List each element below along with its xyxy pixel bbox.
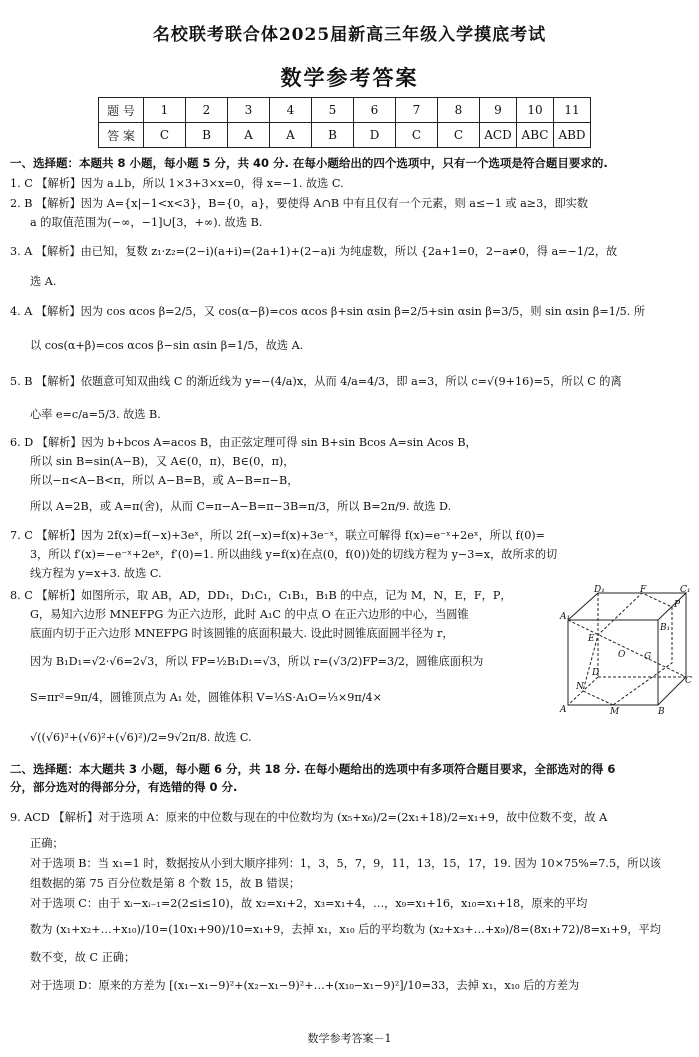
solution-q2-cont: a 的取值范围为(−∞，−1]∪[3，+∞). 故选 B. (30, 216, 263, 229)
page-footer: 数学参考答案－1 (307, 1032, 392, 1045)
solution-q9-line3: 对于选项 B：当 x₁=1 时，数据按从小到大顺序排列：1，3，5，7，9，11，13，15，17，19. 因为 10×75%=7.5，所以该 (30, 857, 661, 870)
table-cell: C (438, 123, 480, 148)
vertex-label: E (588, 634, 595, 644)
row-label: 答 案 (99, 123, 144, 148)
vertex-label: F (640, 585, 647, 595)
table-cell: D (354, 123, 396, 148)
solution-q7-line3: 线方程为 y=x+3. 故选 C. (30, 567, 162, 580)
table-cell: C (396, 123, 438, 148)
table-cell: 2 (186, 98, 228, 123)
vertex-label: D (592, 668, 600, 678)
vertex-label: G (644, 652, 652, 662)
table-cell: 7 (396, 98, 438, 123)
solution-q9: 9. ACD 【解析】对于选项 A：原来的中位数与现在的中位数均为 (x₅+x₆)/2=(2x₁+18)/2=x₁+9，故中位数不变，故 A (10, 811, 608, 824)
answer-subtitle: 数学参考答案 (280, 65, 419, 90)
solution-q8-line5: S=πr²=9π/4，圆锥顶点为 A₁ 处，圆锥体积 V=⅓S·A₁O=⅓×9π/4× (30, 691, 383, 704)
solution-q9-line4: 组数据的第 75 百分位数是第 8 个数 15，故 B 错误； (30, 877, 301, 890)
section-heading-2-cont: 分，部分选对的得部分分，有选错的得 0 分. (10, 780, 238, 794)
vertex-label: B (658, 707, 665, 715)
solution-q7-line2: 3，所以 f′(x)=−e⁻ˣ+2eˣ，f′(0)=1. 所以曲线 y=f(x)在点(0，f(0))处的切线方程为 y−3=x，故所求的切 (30, 548, 558, 561)
table-cell: C (144, 123, 186, 148)
solution-q6-line2: 所以 sin B=sin(A−B)，又 A∈(0，π)，B∈(0，π)， (30, 455, 295, 468)
table-cell: A (228, 123, 270, 148)
table-cell: 3 (228, 98, 270, 123)
solution-q9-line8: 对于选项 D：原来的方差为 [(x₁−x₁−9)²+(x₂−x₁−9)²+…+(x₁₀−x₁−9)²]/10=33，去掉 x₁，x₁₀ 后的方差为 (30, 979, 580, 992)
section-heading-1: 一、选择题：本题共 8 小题，每小题 5 分，共 40 分. 在每小题给出的四个选项中，只有一个选项是符合题目要求的. (10, 156, 608, 170)
table-cell: 6 (354, 98, 396, 123)
table-cell: 11 (554, 98, 591, 123)
solution-q2: 2. B 【解析】因为 A={x|−1<x<3}，B={0，a}，要使得 A∩B 中有且仅有一个元素，则 a≤−1 或 a≥3，即实数 (10, 197, 589, 210)
solution-q9-line7: 数不变，故 C 正确； (30, 951, 136, 964)
solution-q9-line2: 正确； (30, 837, 64, 850)
table-cell: 10 (517, 98, 554, 123)
table-row (99, 98, 591, 123)
vertex-label: M (610, 707, 620, 715)
table-cell: ACD (480, 123, 517, 148)
solution-q9-line6: 数为 (x₁+x₂+…+x₁₀)/10=(10x₁+90)/10=x₁+9，去掉 x₁，x₁₀ 后的平均数为 (x₂+x₃+…+x₉)/8=(8x₁+72)/8=x₁+9，平均 (30, 923, 661, 936)
solution-q5: 5. B 【解析】依题意可知双曲线 C 的渐近线为 y=−(4/a)x，从而 4/a=4/3，即 a=3，所以 c=√(9+16)=5，所以 C 的离 (10, 375, 622, 388)
exam-title: 名校联考联合体2025届新高三年级入学摸底考试 (152, 25, 547, 45)
solution-q6-line3: 所以−π<A−B<π，所以 A−B=B，或 A−B=π−B， (30, 474, 299, 487)
vertex-label: O (618, 650, 626, 660)
solution-q7: 7. C 【解析】因为 2f(x)=f(−x)+3eˣ，所以 2f(−x)=f(x)+3e⁻ˣ，联立可解得 f(x)=e⁻ˣ+2eˣ，所以 f(0)= (10, 529, 546, 542)
row-label: 题 号 (99, 98, 144, 123)
solution-q3: 3. A 【解析】由已知，复数 z₁·z₂=(2−i)(a+i)=(2a+1)+(2−a)i 为纯虚数，所以 {2a+1=0，2−a≠0，得 a=−1/2，故 (10, 245, 618, 258)
vertex-label: C (685, 676, 692, 686)
answer-table (98, 97, 591, 148)
solution-q6-line4: 所以 A=2B，或 A=π(舍)，从而 C=π−A−B=π−3B=π/3，所以 B=2π/9. 故选 D. (30, 500, 452, 513)
solution-q9-line5: 对于选项 C：由于 xᵢ−xᵢ₋₁=2(2≤i≤10)，故 x₂=x₁+2，x₃=x₁+4，…，x₉=x₁+16，x₁₀=x₁+18，原来的平均 (30, 897, 588, 910)
solution-q8-line6: √((√6)²+(√6)²+(√6)²)/2=9√2π/8. 故选 C. (30, 731, 252, 744)
table-cell: ABC (517, 123, 554, 148)
vertex-label: D₁ (594, 585, 605, 595)
section-heading-2: 二、选择题：本大题共 3 小题，每小题 6 分，共 18 分. 在每小题给出的选项中有多项符合题目要求，全部选对的得 6 (10, 762, 616, 776)
table-cell: B (186, 123, 228, 148)
solution-q4: 4. A 【解析】因为 cos αcos β=2/5，又 cos(α−β)=cos αcos β+sin αsin β=2/5+sin αsin β=3/5，则 sin αsin β=1/5. 所 (10, 305, 646, 318)
table-cell: 1 (144, 98, 186, 123)
vertex-label: B₁ (660, 623, 671, 633)
vertex-label: C₁ (680, 585, 691, 595)
table-cell: 4 (270, 98, 312, 123)
solution-q3-cont: 选 A. (30, 275, 57, 288)
solution-q5-cont: 心率 e=c/a=5/3. 故选 B. (30, 408, 161, 421)
table-cell: 8 (438, 98, 480, 123)
table-cell: B (312, 123, 354, 148)
vertex-label: A (560, 705, 567, 715)
solution-q8-line4: 因为 B₁D₁=√2·√6=2√3，所以 FP=½B₁D₁=√3，所以 r=(√3/2)FP=3/2，圆锥底面积为 (30, 655, 484, 668)
solution-q4-cont: 以 cos(α+β)=cos αcos β−sin αsin β=1/5，故选 A. (30, 339, 304, 352)
table-row (99, 123, 591, 148)
vertex-label: N (576, 682, 584, 692)
solution-q8: 8. C 【解析】如图所示，取 AB，AD，DD₁，D₁C₁，C₁B₁，B₁B 的中点，记为 M，N，E，F，P， (10, 589, 512, 602)
vertex-label: P (674, 600, 681, 610)
cube-figure (558, 585, 693, 715)
solution-q8-line3: 底面内切于正六边形 MNEFPG 时该圆锥的底面积最大. 设此时圆锥底面圆半径为 r， (30, 627, 454, 640)
solution-q1: 1. C 【解析】因为 a⊥b，所以 1×3+3×x=0，得 x=−1. 故选 C. (10, 177, 344, 190)
solution-q8-line2: G，易知六边形 MNEFPG 为正六边形，此时 A₁C 的中点 O 在正六边形的中心，当圆锥 (30, 608, 469, 621)
vertex-label: A₁ (560, 612, 571, 622)
table-cell: ABD (554, 123, 591, 148)
table-cell: 9 (480, 98, 517, 123)
solution-q6: 6. D 【解析】因为 b+bcos A=acos B，由正弦定理可得 sin B+sin Bcos A=sin Acos B， (10, 436, 477, 449)
table-cell: A (270, 123, 312, 148)
table-cell: 5 (312, 98, 354, 123)
